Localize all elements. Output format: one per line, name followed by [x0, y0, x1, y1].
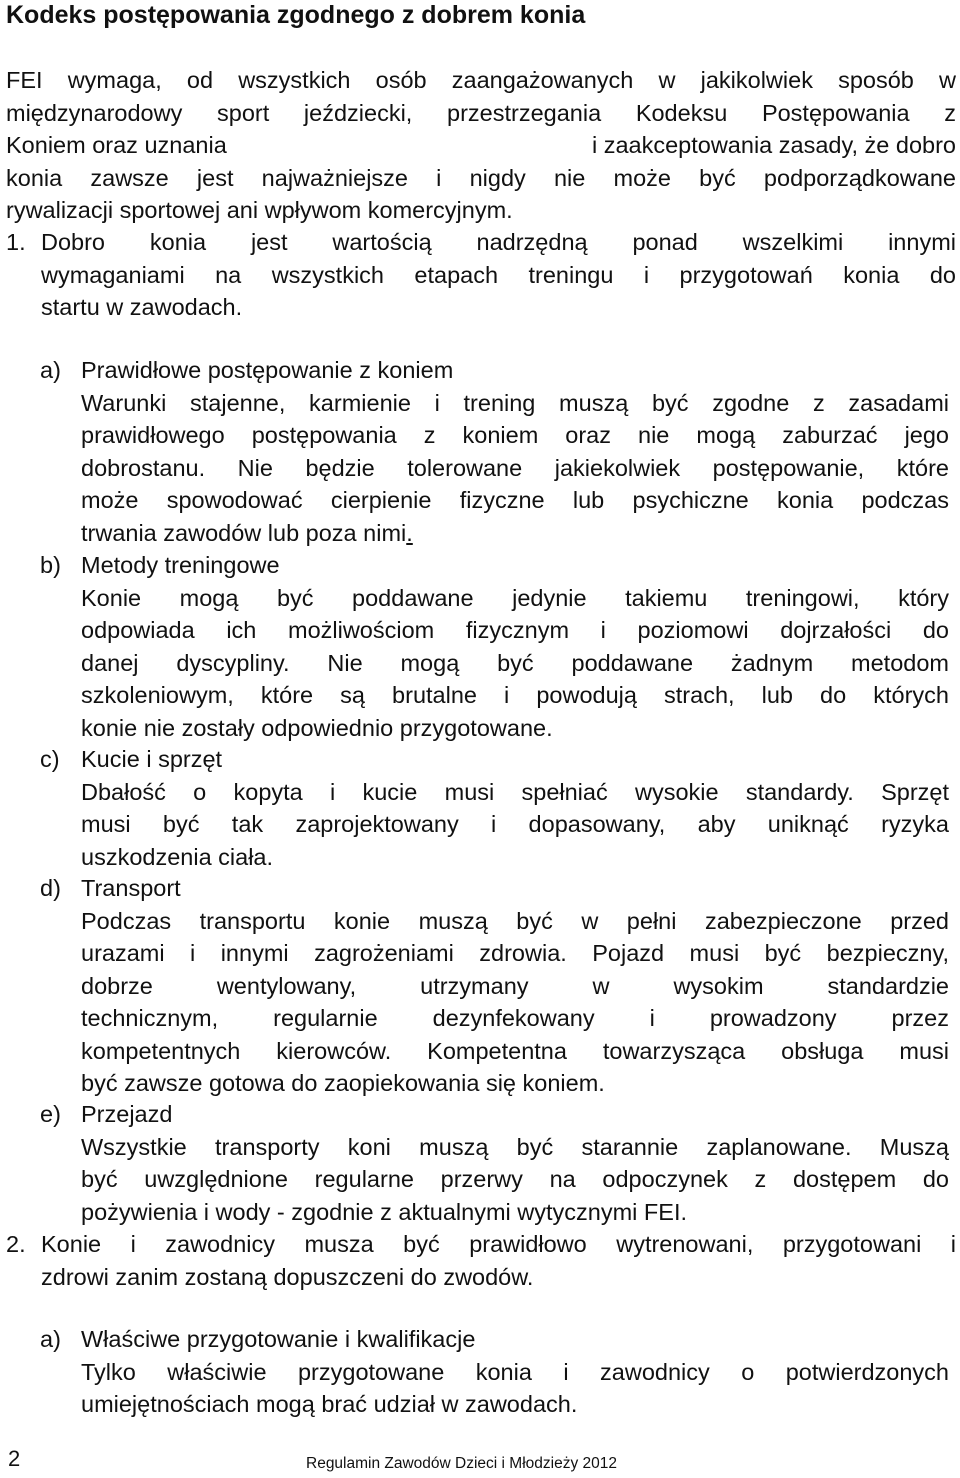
subpoint-line: dobrze wentylowany, utrzymany w wysokim standardzie — [81, 972, 949, 999]
point-number: 1. — [6, 229, 26, 255]
subpoint-content — [81, 743, 949, 873]
subpoint-line: pożywienia i wody - zgodnie z aktualnymi wytycznymi FEI. — [81, 1198, 687, 1225]
intro-line-right: i zaakceptowania zasady, że dobro — [591, 132, 956, 158]
subpoint-line: być uwzględnione regularne przerwy na odpoczynek z dostępem do — [81, 1166, 949, 1192]
page-number: 2 — [8, 1446, 21, 1471]
point-line: Dobro konia jest wartością nadrzędną ponad wszelkimi innymi — [41, 229, 956, 255]
subpoint-line: Konie mogą być poddawane jedynie takiemu treningowi, który — [81, 584, 949, 611]
subpoint-heading: Transport — [81, 875, 181, 901]
document-title: Kodeks postępowania zgodnego z dobrem konia — [6, 1, 586, 29]
subpoint-line: dobrostanu. Nie będzie tolerowane jakiekolwiek postępowanie, które — [81, 454, 949, 481]
subpoint-heading: Przejazd — [81, 1101, 173, 1127]
subpoint-heading: Właściwe przygotowanie i kwalifikacje — [81, 1326, 476, 1352]
subpoint-line: prawidłowego postępowania z koniem oraz nie mogą zaburzać jego — [81, 422, 949, 448]
subpoint-marker: a) — [40, 1326, 61, 1352]
subpoint-line: konie nie zostały odpowiednio przygotowane. — [81, 714, 553, 741]
subpoint-line: uszkodzenia ciała. — [81, 843, 274, 870]
subpoint-line: Tylko właściwie przygotowane konia i zawodnicy o potwierdzonych — [81, 1358, 949, 1385]
subpoint-line: kompetentnych kierowców. Kompetentna towarzysząca obsługa musi — [81, 1037, 949, 1064]
subpoint-line: Dbałość o kopyta i kucie musi spełniać wysokie standardy. Sprzęt — [81, 778, 949, 805]
subpoint-line: urazami i innymi zagrożeniami zdrowia. Pojazd musi być bezpieczny, — [81, 940, 949, 966]
subpoint-line-text: trwania zawodów lub poza nimi — [81, 519, 407, 546]
subpoint-heading: Kucie i sprzęt — [81, 746, 223, 772]
intro-line: rywalizacji sportowej ani wpływom komercyjnym. — [6, 197, 513, 223]
subpoint-line: umiejętnościach mogą brać udział w zawodach. — [81, 1391, 578, 1417]
subpoint-content — [81, 1098, 949, 1228]
underlined-period: . — [406, 519, 413, 546]
point-text — [41, 226, 956, 324]
intro-paragraph — [6, 64, 956, 227]
subpoint-line: szkoleniowym, które są brutalne i powodują strach, lub do których — [81, 682, 949, 708]
intro-line: międzynarodowy sport jeździecki, przestrzegania Kodeksu Postępowania z — [6, 99, 956, 126]
subpoint-marker: a) — [40, 357, 61, 383]
subpoint-line: Podczas transportu konie muszą być w pełni zabezpieczone przed — [81, 907, 949, 934]
subpoint-line-last — [81, 517, 949, 550]
subpoint-content — [81, 1323, 949, 1421]
subpoint-line: Warunki stajenne, karmienie i trening muszą być zgodne z zasadami — [81, 389, 949, 416]
subpoint-line: Wszystkie transporty koni muszą być starannie zaplanowane. Muszą — [81, 1133, 949, 1160]
intro-line: konia zawsze jest najważniejsze i nigdy nie może być podporządkowane — [6, 164, 956, 191]
intro-line: FEI wymaga, od wszystkich osób zaangażowanych w jakikolwiek sposób w — [6, 67, 956, 93]
subpoint-line: musi być tak zaprojektowany i dopasowany, aby uniknąć ryzyka — [81, 811, 949, 837]
point-text — [41, 1228, 956, 1293]
subpoint-heading: Metody treningowe — [81, 552, 280, 578]
subpoint-marker: d) — [40, 875, 61, 901]
subpoint-line: odpowiada ich możliwościom fizycznym i poziomowi dojrzałości do — [81, 617, 949, 643]
point-number: 2. — [6, 1231, 26, 1257]
subpoint-line: danej dyscypliny. Nie mogą być poddawane żadnym metodom — [81, 649, 949, 676]
point-line: zdrowi zanim zostaną dopuszczeni do zwodów. — [41, 1263, 534, 1290]
subpoint-line: być zawsze gotowa do zaopiekowania się koniem. — [81, 1070, 605, 1096]
subpoint-content — [81, 872, 949, 1100]
intro-line-split — [6, 129, 956, 162]
subpoint-line: może spowodować cierpienie fizyczne lub psychiczne konia podczas — [81, 487, 949, 513]
subpoint-content — [81, 354, 949, 549]
subpoint-marker: b) — [40, 552, 61, 578]
page-footer: Regulamin Zawodów Dzieci i Młodzieży 2012 — [306, 1455, 617, 1472]
subpoint-marker: c) — [40, 746, 60, 772]
point-line: Konie i zawodnicy musza być prawidłowo wytrenowani, przygotowani i — [41, 1231, 956, 1257]
subpoint-marker: e) — [40, 1101, 61, 1127]
subpoint-line: technicznym, regularnie dezynfekowany i prowadzony przez — [81, 1005, 949, 1031]
intro-line-left: Koniem oraz uznania — [6, 132, 227, 158]
subpoint-content — [81, 549, 949, 744]
point-line: startu w zawodach. — [41, 294, 243, 320]
subpoint-heading: Prawidłowe postępowanie z koniem — [81, 357, 454, 383]
point-line: wymaganiami na wszystkich etapach treningu i przygotowań konia do — [41, 261, 956, 288]
